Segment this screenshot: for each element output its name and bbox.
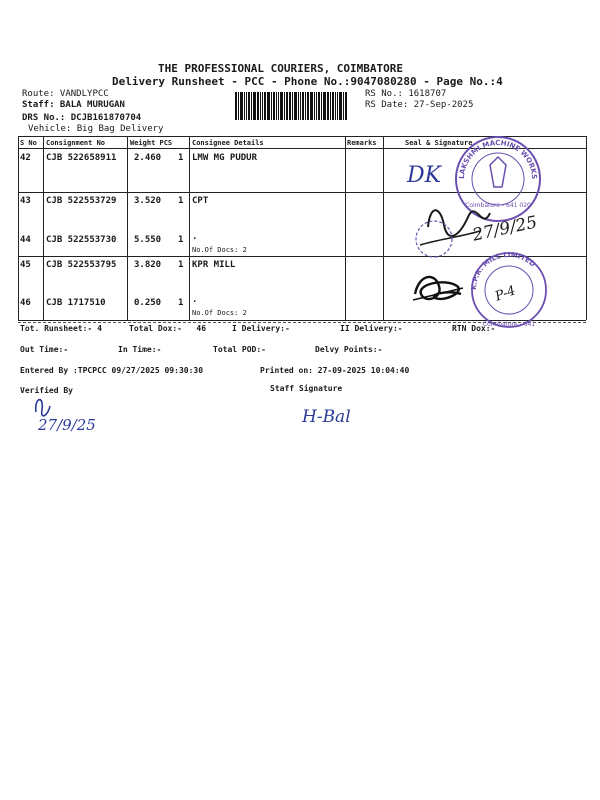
row-weight: 5.550 [134,235,162,245]
route-label: Route: VANDLYPCC [22,89,109,99]
svg-text:27/9/25: 27/9/25 [470,212,540,246]
row-weight: 2.460 [134,153,162,163]
staff-label: Staff: BALA MURUGAN [22,100,125,110]
barcode-bar [278,92,279,120]
barcode-bar [292,92,293,120]
in-time: In Time:- [118,345,162,354]
stamp1-arc-text: LAKSHMI MACHINE WORKS LTD. [447,129,539,180]
i-delivery: I Delivery:- [232,324,290,333]
row-sno: 46 [20,298,31,308]
col-line [127,136,128,320]
barcode-bar [332,92,334,120]
row-sno: 45 [20,260,31,270]
stamp2-handwriting: P-4 [493,283,518,305]
barcode-bar [307,92,309,120]
barcode-bar [273,92,275,120]
barcode-bar [321,92,322,120]
verified-date-handwriting: 27/9/25 [38,416,96,434]
row-consignee-dot: . [192,295,198,305]
barcode-bar [262,92,263,120]
barcode-bar [240,92,243,120]
row-sno: 43 [20,196,31,206]
row-consignee: CPT [192,196,209,206]
vehicle-label: Vehicle: Big Bag Delivery [28,124,164,134]
barcode-bar [248,92,250,120]
col-header-weight-pcs: Weight PCS [130,139,173,147]
row-docs-count: No.Of Docs: 2 [192,246,247,254]
row-pcs: 1 [178,235,184,245]
row-pcs: 1 [178,298,184,308]
col-header-consignee: Consignee Details [192,139,264,147]
barcode-bar [238,92,239,120]
col-line [43,136,44,320]
barcode-bar [330,92,331,120]
barcode-bar [305,92,306,120]
barcode-bar [300,92,301,120]
staff-signature [300,400,360,430]
col-line [383,136,384,320]
row-pcs: 1 [178,196,184,206]
barcode-bar [337,92,338,120]
row-pcs: 1 [178,153,184,163]
row-consignment: CJB 1717510 [46,298,106,308]
runsheet-subtitle: Delivery Runsheet - PCC - Phone No.:9047080280 - Page No.:4 [112,75,503,88]
col-line [189,136,190,320]
drs-number: DRS No.: DCJB161870704 [22,113,142,123]
barcode [235,92,359,120]
barcode-bar [316,92,317,120]
delvy-points: Delvy Points:- [315,345,383,354]
barcode-bar [345,92,347,120]
barcode-bar [339,92,342,120]
col-header-seal: Seal & Signature [405,139,473,147]
col-header-remarks: Remarks [347,139,377,147]
stamp1-sub-text: Coimbatore - 641 020 [465,202,531,209]
barcode-bar [251,92,252,120]
entered-by: Entered By :TPCPCC 09/27/2025 09:30:30 [20,366,204,375]
col-header-sno: S No [20,139,37,147]
barcode-bar [318,92,320,120]
staff-signature-label: Staff Signature [270,384,343,393]
barcode-bar [260,92,261,120]
receiver-signature-2 [405,264,475,314]
row-consignment: CJB 522553795 [46,260,117,270]
total-runsheet: Tot. Runsheet:- 4 [20,324,102,333]
barcode-bar [284,92,285,120]
rs-date: RS Date: 27-Sep-2025 [365,100,474,110]
company-title: THE PROFESSIONAL COURIERS, COIMBATORE [158,62,404,75]
barcode-bar [294,92,297,120]
stamp2-arc-text: K.P.R. MILL LIMITED [469,250,537,291]
row-consignment: CJB 522658911 [46,153,117,163]
barcode-bar [271,92,272,120]
ii-delivery: II Delivery:- [340,324,403,333]
svg-text:DK: DK [407,163,442,188]
row-docs-count: No.Of Docs: 2 [192,309,247,317]
barcode-bar [298,92,299,120]
col-line [345,136,346,320]
row-consignment: CJB 522553729 [46,196,117,206]
row-consignment: CJB 522553730 [46,235,117,245]
barcode-bar [286,92,288,120]
rs-number: RS No.: 1618707 [365,89,447,99]
col-line [586,136,587,320]
row-weight: 3.520 [134,196,162,206]
barcode-bar [267,92,270,120]
row-weight: 0.250 [134,298,162,308]
rtn-dox: RTN Dox:- [452,324,496,333]
barcode-bar [327,92,329,120]
row-consignee: LMW MG PUDUR [192,153,258,163]
barcode-bar [335,92,336,120]
company-stamp-kpr [468,246,550,328]
stamp2-sub-text: Coimbatore - 641 [482,321,536,328]
barcode-bar [314,92,315,120]
col-line [18,136,19,320]
barcode-bar [323,92,326,120]
barcode-bar [343,92,344,120]
staff-signature-handwriting: H-Bal [302,407,351,427]
row-consignee-dot: . [192,232,198,242]
handwritten-initials-dk [405,158,465,188]
verified-by-label: Verified By [20,386,73,395]
barcode-bar [253,92,256,120]
barcode-bar [289,92,291,120]
barcode-bar [310,92,313,120]
verified-signature [28,392,118,437]
col-header-consignment: Consignment No [46,139,106,147]
total-dox: Total Dox:- 46 [129,324,207,333]
barcode-bar [302,92,304,120]
barcode-bar [264,92,266,120]
row-sno: 42 [20,153,31,163]
row-consignee: KPR MILL [192,260,236,270]
barcode-bar [257,92,259,120]
row-weight: 3.820 [134,260,162,270]
svg-text:K.P.R. MILL LIMITED [470,251,537,290]
barcode-bar [276,92,277,120]
barcode-bar [235,92,237,120]
total-pod: Total POD:- [213,345,266,354]
barcode-bar [280,92,283,120]
row-sno: 44 [20,235,31,245]
row-pcs: 1 [178,260,184,270]
barcode-bar [246,92,247,120]
barcode-bar [244,92,245,120]
printed-on: Printed on: 27-09-2025 10:04:40 [260,366,410,375]
out-time: Out Time:- [20,345,69,354]
